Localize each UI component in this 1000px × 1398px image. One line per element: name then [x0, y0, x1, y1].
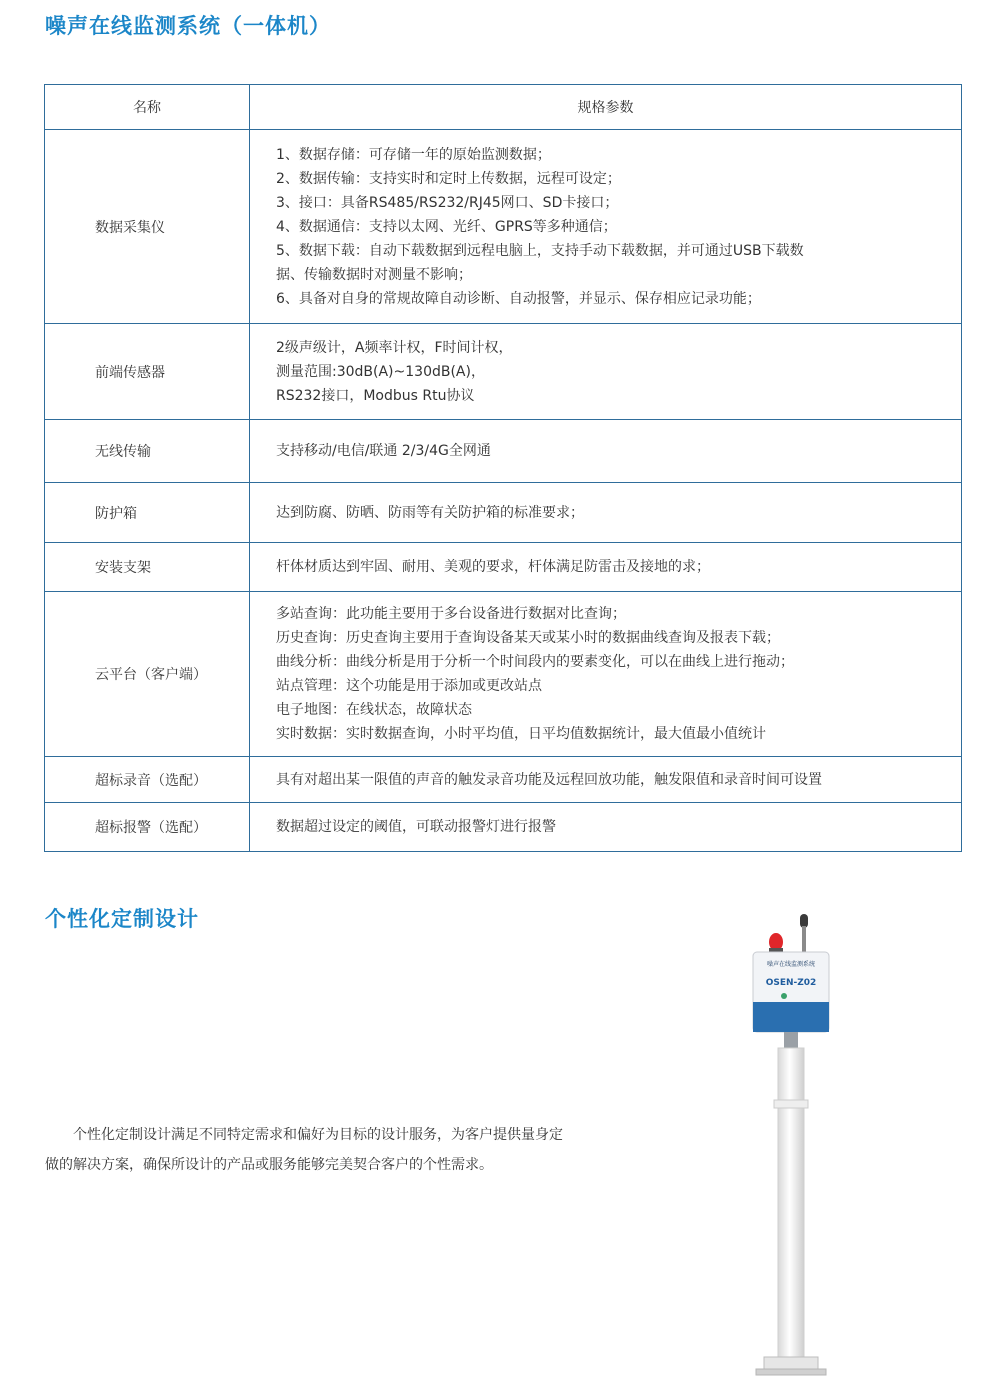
- name-column-header: 名称: [45, 85, 250, 130]
- spec-line: 电子地图：在线状态，故障状态: [276, 702, 472, 718]
- spec-line: 具有对超出某一限值的声音的触发录音功能及远程回放功能，触发限值和录音时间可设置: [276, 771, 822, 788]
- pole-joint: [774, 1100, 808, 1108]
- table-header-row: [45, 85, 962, 130]
- spec-line: 1、数据存储：可存储一年的原始监测数据；: [276, 146, 551, 163]
- microphone-sensor-icon: [800, 914, 808, 954]
- alarm-light-icon: [769, 933, 783, 954]
- spec-line: 数据超过设定的阈值，可联动报警灯进行报警: [276, 819, 556, 835]
- spec-line: 实时数据：实时数据查询，小时平均值，日平均值数据统计，最大值最小值统计: [276, 726, 766, 742]
- spec-line: RS232接口，Modbus Rtu协议: [276, 387, 475, 404]
- row-spec-bracket: [250, 543, 962, 592]
- intro-paragraph: [45, 1120, 645, 1180]
- spec-line: 历史查询：历史查询主要用于查询设备某天或某小时的数据曲线查询及报表下载；: [276, 630, 780, 646]
- table-row: [45, 324, 962, 420]
- row-spec-wireless: [250, 420, 962, 483]
- page-title: 噪声在线监测系统（一体机）: [45, 14, 331, 38]
- spec-line: 杆体材质达到牢固、耐用、美观的要求，杆体满足防雷击及接地的求；: [276, 559, 710, 575]
- noise-monitor-device-illustration: [720, 912, 870, 1382]
- mount-bracket: [784, 1032, 798, 1048]
- table-row: [45, 130, 962, 324]
- table-row: [45, 757, 962, 803]
- row-spec-cloud-platform: [250, 592, 962, 757]
- pole-base: [756, 1357, 826, 1375]
- row-name-front-sensor: 前端传感器: [45, 324, 250, 420]
- spec-line: 2、数据传输：支持实时和定时上传数据，远程可设定；: [276, 170, 621, 187]
- table-row: [45, 803, 962, 852]
- row-name-wireless: 无线传输: [45, 420, 250, 483]
- table-row: [45, 483, 962, 543]
- spec-line: 6、具备对自身的常规故障自动诊断、自动报警，并显示、保存相应记录功能；: [276, 290, 761, 307]
- row-name-enclosure: 防护箱: [45, 483, 250, 543]
- spec-line: 测量范围:30dB(A)~130dB(A)，: [276, 363, 485, 380]
- spec-column-header: 规格参数: [250, 85, 962, 130]
- device-label: 噪声在线监测系统: [766, 961, 816, 968]
- table-row: [45, 420, 962, 483]
- spec-line: 曲线分析：曲线分析是用于分析一个时间段内的要素变化，可以在曲线上进行拖动；: [276, 654, 794, 670]
- intro-line: 个性化定制设计满足不同特定需求和偏好为目标的设计服务，为客户提供量身定: [73, 1127, 563, 1143]
- spec-line: 达到防腐、防晒、防雨等有关防护箱的标准要求；: [276, 504, 584, 521]
- row-name-cloud-platform: 云平台（客户端）: [45, 592, 250, 757]
- row-name-recording: 超标录音（选配）: [45, 757, 250, 803]
- spec-line: 5、数据下载：自动下载数据到远程电脑上，支持手动下载数据，并可通过USB下载数: [276, 242, 804, 259]
- row-spec-enclosure: [250, 483, 962, 543]
- spec-line: 多站查询：此功能主要用于多台设备进行数据对比查询；: [276, 606, 626, 622]
- row-name-alarm: 超标报警（选配）: [45, 803, 250, 852]
- spec-line: 4、数据通信：支持以太网、光纤、GPRS等多种通信；: [276, 218, 617, 235]
- table-row: [45, 543, 962, 592]
- row-spec-alarm: [250, 803, 962, 852]
- spec-table: [44, 84, 962, 852]
- intro-line: 做的解决方案，确保所设计的产品或服务能够完美契合客户的个性需求。: [45, 1157, 493, 1173]
- row-spec-data-logger: [250, 130, 962, 324]
- spec-line: 据、传输数据时对测量不影响；: [276, 266, 472, 283]
- row-spec-recording: [250, 757, 962, 803]
- row-name-data-logger: 数据采集仪: [45, 130, 250, 324]
- pole: [778, 1048, 804, 1360]
- row-spec-front-sensor: [250, 324, 962, 420]
- spec-line: 2级声级计，A频率计权，F时间计权，: [276, 339, 513, 356]
- enclosure-box: [753, 952, 829, 1032]
- row-name-bracket: 安装支架: [45, 543, 250, 592]
- table-row: [45, 592, 962, 757]
- spec-line: 站点管理：这个功能是用于添加或更改站点: [276, 678, 542, 694]
- spec-line: 3、接口：具备RS485/RS232/RJ45网口、SD卡接口；: [276, 194, 619, 211]
- spec-line: 支持移动/电信/联通 2/3/4G全网通: [276, 443, 491, 459]
- section-title-customization: 个性化定制设计: [45, 907, 199, 931]
- device-model: OSEN-Z02: [765, 978, 817, 988]
